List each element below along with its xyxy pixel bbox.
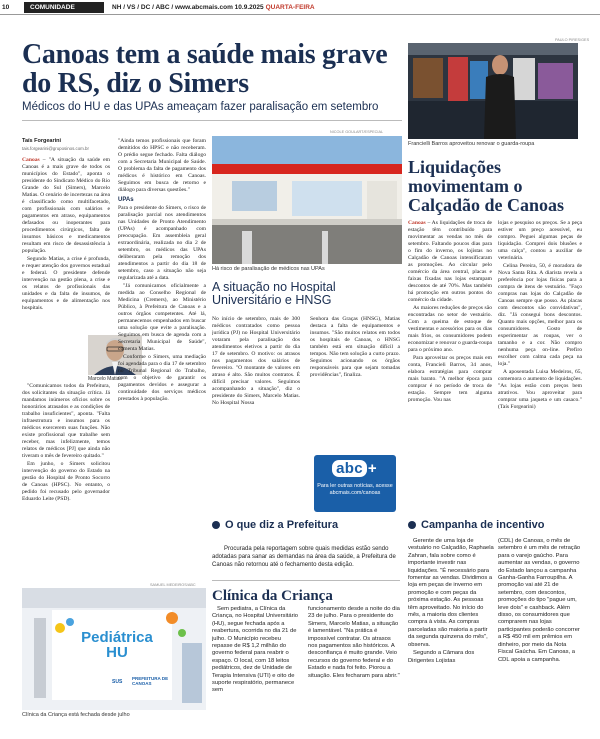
prefeitura-title xyxy=(212,519,338,531)
mugshot-caption: Marcelo Matias xyxy=(88,376,122,382)
paragraph: No início de setembro, mais de 300 médicos contratados como pessoa jurídica (PJ) no Hospital Universitário votaram pela paralisação dos atendimentos eletivos a partir do dia 17 de setembro. O motivo: os atrasos nos pagamentos dos salários de fevereiro. "O montante de valores em atraso é alto. São muitos contratos. É difícil precisar valores. Seguimos acompanhando a situação", diz o presidente do Simers, Marcelo Matias. No Hospital Nossa xyxy=(212,316,300,406)
divider xyxy=(212,580,400,581)
paragraph: Segundo a Câmara dos Dirigentes Lojistas xyxy=(408,650,475,664)
prefeitura-logo: PREFEITURA DE CANOAS xyxy=(132,676,169,686)
prefeitura-title-text: O que diz a Prefeitura xyxy=(225,519,339,531)
bullet-icon xyxy=(212,521,220,529)
campanha-col2 xyxy=(498,538,582,728)
abc-promo-box[interactable] xyxy=(314,455,396,512)
paragraph: Conforme o Simers, uma mediação foi agendada para o dia 17 de setembro no Tribunal Regional do Trabalho, com o objetivo de garantir os pagamentos devidos e assegurar a continuidade dos serviços médicos prestados à população. xyxy=(118,354,206,402)
campanha-title-text: Campanha de incentivo xyxy=(421,519,545,531)
paragraph: Celina Pereira, 50, é moradora de Nova Santa Rita. A diarista revela a preferência por lojas físicas para a compra de itens de vestuário. "Faço compras nas lojas do Calçadão de Canoas sempre que posso. As placas com descontos são convidativas", diz. "Já consegui bons descontos. Quanto mais opções, melhor para os consumidores. Gosto de experimentar as roupas, ver o tamanho e a cor. Não compro nenhuma peça on-line. Prefiro escolher com calma cada peça na loja." xyxy=(498,263,582,367)
clinica-col1 xyxy=(212,606,300,724)
edition-meta: NH / VS / DC / ABC / www.abcmais.com 10.9.2025 xyxy=(112,3,264,11)
campanha-col1 xyxy=(408,538,494,728)
paragraph: "Comunicamos todos da Prefeitura, dos solicitantes da situação crítica. Já mandamos inúmeros ofícios sobre os honorários atrasados e as condições de trabalho insuficientes", aponta. "Falta infraestrutura e insumos para os médicos exercerem suas funções. Não existe profissional que trabalhe sem receber, mas infelizmente, temos relatos de médicos [PJ] que ainda não tiveram o mês de fevereiro quitado." xyxy=(22,383,110,459)
section-label: COMUNIDADE xyxy=(24,2,104,13)
main-story-col2 xyxy=(118,138,206,588)
byline: Taís Forgearini xyxy=(22,138,62,144)
main-deck: Médicos do HU e das UPAs ameaçam fazer paralisação em setembro xyxy=(22,101,379,113)
hospital-col2 xyxy=(310,316,400,451)
abc-logo-text: abc xyxy=(332,460,367,477)
paragraph: – As liquidações de troca de estação têm contribuído para movimentar as vendas no mês de setembro. Faltando poucos dias para o fim do inverno, os lojistas no Calçadão de Canoas intensificaram as promoções. Ao circular pelo comércio da área central, placas e faixas fixadas nas lojas estampam descontos de até 70%. Mas também há promoção em outros pontos do comércio da cidade. xyxy=(408,220,492,303)
bullet-icon xyxy=(408,521,416,529)
weekday: QUARTA-FEIRA xyxy=(265,3,315,11)
hospital-col1 xyxy=(212,316,300,534)
abc-logo xyxy=(314,460,396,477)
dateline: Canoas xyxy=(22,157,40,163)
divider xyxy=(22,120,402,121)
abc-promo-text: Para ler outras notícias, acesse abcmais.com/canoas xyxy=(317,483,393,496)
clinica-col2 xyxy=(308,606,400,724)
hospital-credit: SAMUEL MEDEIROS/ABC xyxy=(150,583,196,587)
photo-credit: NICOLE GOULART/ESPECIAL xyxy=(330,130,384,134)
liq-col1 xyxy=(408,220,492,520)
liq-photo-credit: PAULO PIRES/GES xyxy=(555,38,590,42)
campanha-title xyxy=(408,519,544,531)
sus-logo: SUS xyxy=(112,679,123,685)
clinica-photo-caption: Clínica da Criança está fechada desde julho xyxy=(22,712,130,718)
main-headline: Canoas tem a saúde mais grave do RS, diz o Simers xyxy=(22,39,388,99)
main-story-col1-cont xyxy=(22,383,110,588)
paragraph: As maiores reduções de preços são encontradas no setor de vestuário. Com a queima de estoque de vestimentas e acessórios para os dias mais frios, os consumidores podem economizar e renovar o guarda-roupa para o próximo ano. xyxy=(408,305,492,353)
clinica-photo xyxy=(22,588,206,710)
paragraph: Para o presidente do Simers, o risco de paralisação parcial nos atendimentos nas Unidades de Pronto Atendimento (UPAs) é acompanhado com preocupação. Em assembleia geral extraordinária, realizada no dia 2 de setembro, os médicos das UPAs deliberaram pela remoção dos atendimentos a partir do dia 18 de setembro, caso a situação não seja regularizada até a data. xyxy=(118,205,206,281)
byline-email: tais.forgearini@gruposinos.com.br xyxy=(22,146,89,151)
liq-photo-caption: Francielli Barros aproveitou renovar o guarda-roupa xyxy=(408,141,535,147)
subhead-upas: UPAs xyxy=(118,197,134,203)
upa-photo-caption: Há risco de paralisação de médicos nas UPAs xyxy=(212,266,325,272)
liq-headline: Liquidações movimentam o Calçadão de Canoas xyxy=(408,157,565,215)
page-header xyxy=(0,0,600,15)
paragraph: Sem pediatra, a Clínica da Criança, no Hospital Universitário (HU), segue fechada após a reabertura, ocorrida no dia 21 de julho. O Município recebeu repasse de R$ 1,2 milhão do governo federal para reabrir o espaço. O local, com 18 leitos pediátricos, dez de Unidade de Terapia Intensiva (UTI) e oito de suporte respiratório, permanece sem xyxy=(212,606,299,694)
upa-building-image xyxy=(212,136,402,264)
shopper-image xyxy=(408,43,578,139)
abc-logo-plus: + xyxy=(367,460,377,477)
dateline: Canoas xyxy=(408,220,426,226)
paragraph: Senhora das Graças (HNSG), Matias destaca a falta de equipamentos e insumos. "São muitos relatos em todos os hospitais de Canoas, o HNSG também está em situação difícil a tempos. Não tem solução a curto prazo. Seguimos acionando os órgãos responsáveis para que sejam tomadas providências", finaliza. xyxy=(310,316,400,378)
paragraph: "Ainda temos profissionais que foram demitidos do HPSC e não receberam. O prédio segue fechado. Falta diálogo com a Secretaria Municipal de Saúde. O problema da falta de pagamento dos médicos é histórico em Canoas. Seguimos em busca de retorno e diálogo para diversas questões." xyxy=(118,138,206,193)
paragraph: (CDL) de Canoas, o mês de setembro é um mês de retração para o varejo gaúcho. Para aumentar as vendas, o governo do Estado lançou a campanha Ganha-Ganha Farroupilha. A promoção vai até 21 de setembro, com descontos, promoções do tipo "pague um, leve dois" e cashback. Além disso, os consumidores que comprarem nas lojas participantes poderão concorrer a R$ 450 mil em prêmios em dinheiro, por meio da Nota Fiscal Gaúcha. Em Canoas, a CDL apoia a campanha. xyxy=(498,538,581,663)
liq-col2 xyxy=(498,220,582,520)
upa-photo xyxy=(212,136,402,264)
page-number: 10 xyxy=(2,3,10,11)
main-story-col1 xyxy=(22,157,110,337)
paragraph: – "A situação da saúde em Canoas é a mais grave de todos os municípios do Estado", aponta o presidente do Sindicato Médico do Rio Grande do Sul (Simers), Marcelo Matias. O cenário de incertezas na área é classificado como multifacetado, com profissionais com salários e pagamentos em atraso, equipamentos defasados ou inoperantes para procedimentos cirúrgicos, falta de insumos básicos e medicamentos resultam em risco de desassistência à população. xyxy=(22,157,110,254)
clinica-title: Clínica da Criança xyxy=(212,588,333,604)
paragraph: "Já comunicamos oficialmente a medida ao Conselho Regional de Medicina (Cremers), ao Ministério Público, à Prefeitura de Canoas e a outros órgãos competentes. Até lá, permanecemos empenhados em buscar uma solução que evite a paralisação. Seguimos em busca de agenda com a Secretaria Municipal de Saúde", comenta Matias. xyxy=(118,283,206,352)
paragraph: A aposentada Luisa Medeiros, 65, comemora o aumento de liquidações. "As lojas estão com preços bem atrativos. Vou aproveitar para comprar uma jaqueta e um casaco." (Taís Forgearini) xyxy=(498,369,582,410)
paragraph: Gerente de uma loja de vestuário no Calçadão, Raphaela Zahran, fala sobre como é importante investir nas liquidações. "É necessário para fomentar as vendas. Dividimos a loja em peças de inverno em promoção e com peças da próxima estação. As pessoas têm aproveitado. No início do mês, a maioria dos clientes compra à vista. As compras parceladas são maioria a partir da segunda quinzena do mês", observa. xyxy=(408,538,494,648)
paragraph: funcionamento desde a noite do dia 23 de julho. Para o presidente do Simers, Marcelo Matias, a situação é lamentável. "Na prática é impossível contratar. Os atrasos nos pagamentos são históricos. A desconfiança é muito grande. Veio recursos do governo federal e do Estado e nada foi feito. Piorou a situação. Eles fecharam para abrir." xyxy=(308,606,400,679)
clinica-sign: Pediátrica HU xyxy=(81,629,153,661)
paragraph: Em junho, o Simers solicitou intervenção do governo do Estado na gestão do Hospital de Pronto Socorro de Canoas (HPSC). No entanto, o pedido foi recusado pelo governador Eduardo Leite (PSD). xyxy=(22,461,110,502)
paragraph: Procurada pela reportagem sobre quais medidas estão sendo adotadas para sanar as demandas na área da saúde, a Prefeitura de Canoas não retornou até o fechamento desta edição. xyxy=(212,546,396,568)
prefeitura-text xyxy=(212,545,400,575)
paragraph: Para aproveitar os preços mais em conta, Francieli Barros, 34 anos, elabora estratégias para comprar mais barato. "A melhor época para comprar é no período de troca de estação. Sempre tem alguma promoção. Vou nas xyxy=(408,355,492,403)
liq-photo xyxy=(408,43,578,139)
paragraph: Segundo Matias, a crise é profunda, e requer atenção dos governos estadual e federal. O presidente defende intervenção na gestão plena, a crise e os relatos de profissionais das unidades e da falta de insumos, de equipamentos e de alimentação nos hospitais. xyxy=(22,256,110,311)
paragraph: lojas e pesquiso os preços. Se a peça estiver um preço acessível, eu compro. Peguei algumas peças de liquidação. Comprei dois blusões e uma calça", contou a auxiliar de veterinária. xyxy=(498,220,582,261)
hospital-box-title: A situação no Hospital Universitário e HNSG xyxy=(212,280,336,307)
